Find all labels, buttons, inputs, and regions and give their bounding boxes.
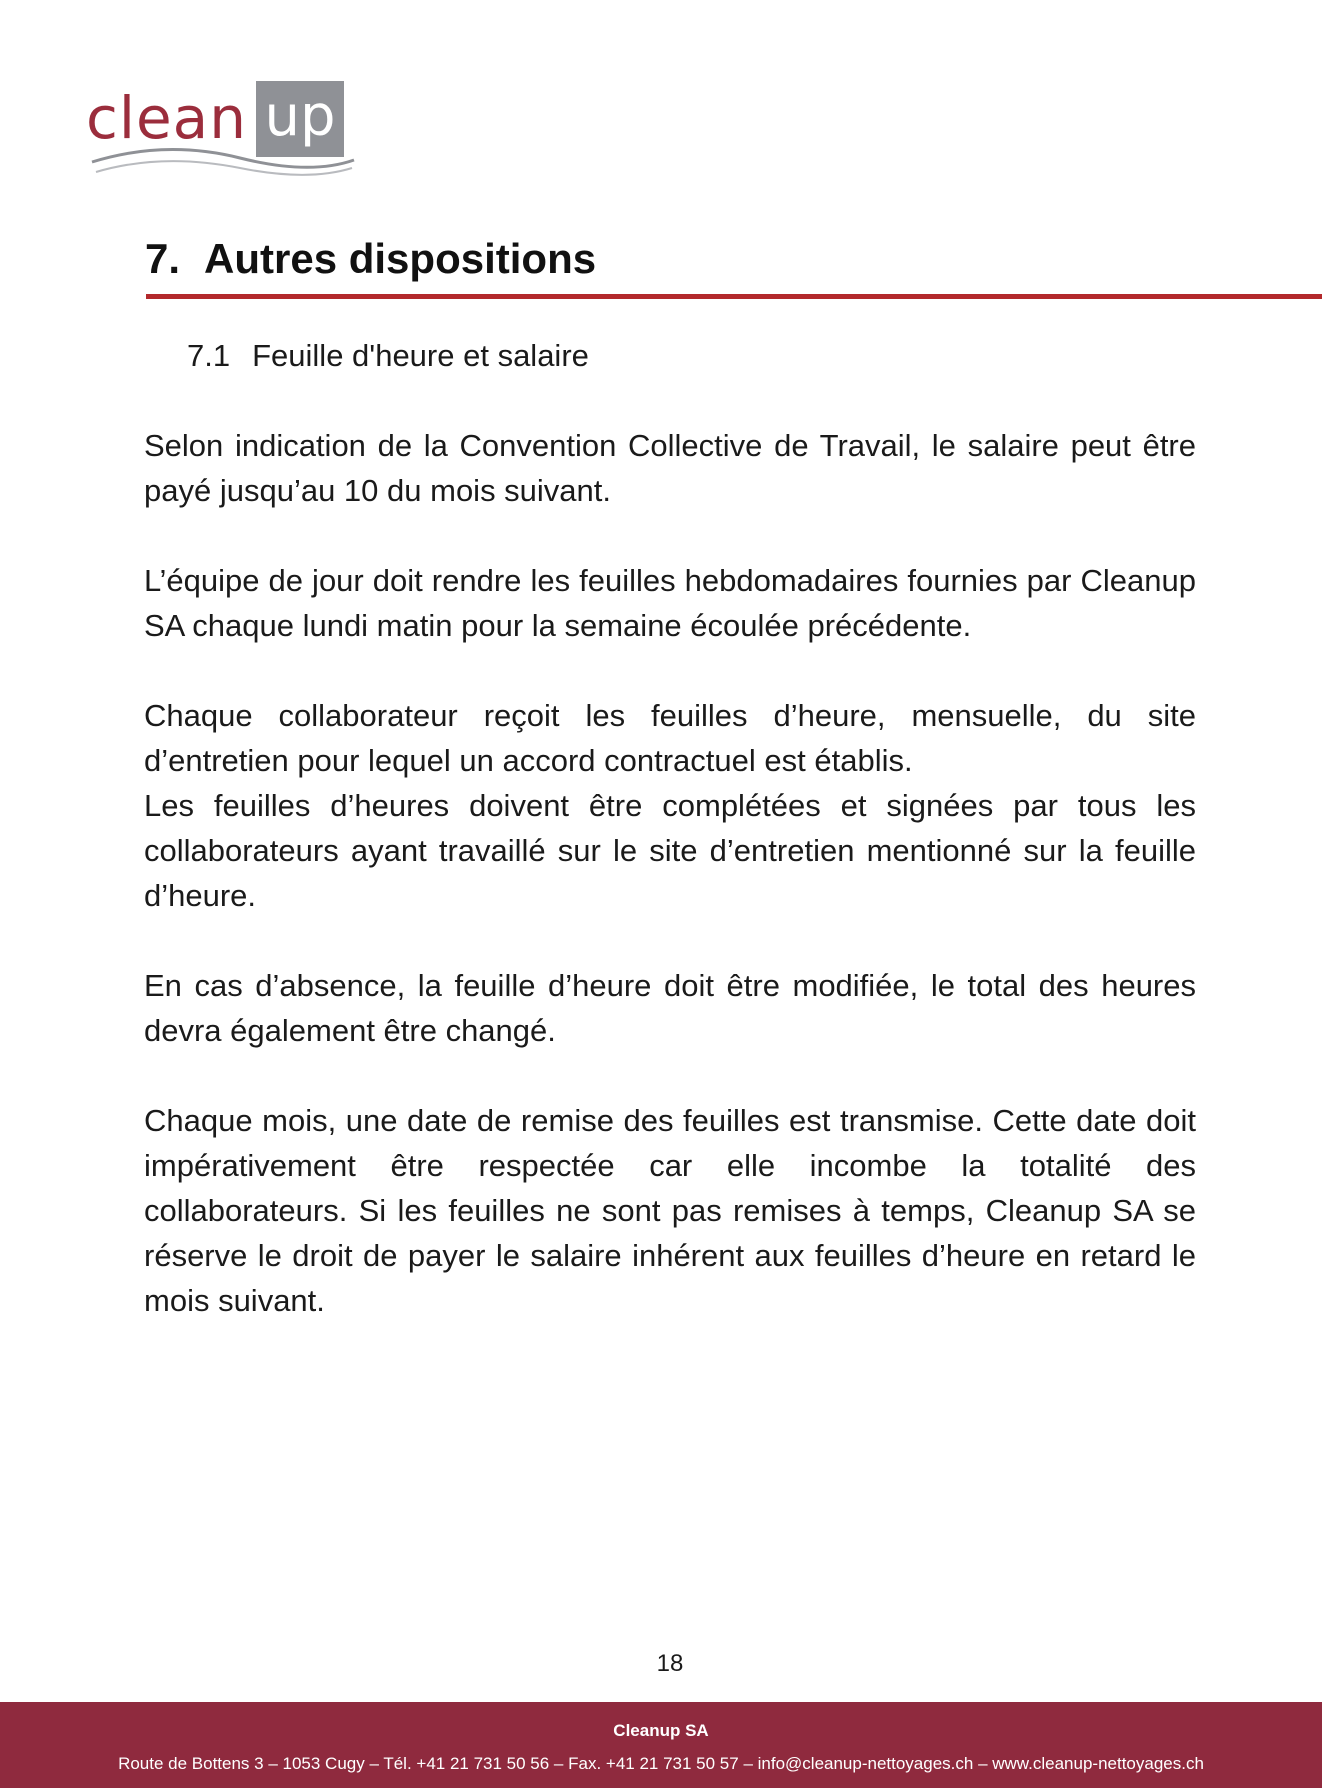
paragraph-weekly-sheets: L’équipe de jour doit rendre les feuilles hebdomadaires fournies par Cleanup SA chaque lundi matin pour la semaine écoulée précédente. [144,563,1196,643]
subsection-title: Feuille d'heure et salaire [252,338,589,373]
section-heading [145,226,596,292]
logo-swoosh-icon [90,142,356,182]
subsection-number: 7.1 [187,338,231,373]
footer-company-name: Cleanup SA [613,1721,709,1740]
page-number: 18 [656,1650,684,1677]
logo-word-up-box: up [256,81,344,157]
company-logo [86,76,356,176]
paragraph-salary-date: Selon indication de la Convention Collective de Travail, le salaire peut être payé jusqu’au 10 du mois suivant. [144,428,1196,508]
paragraph-monthly-sheets: Chaque collaborateur reçoit les feuilles d’heure, mensuelle, du site d’entretien pour lequel un accord contractuel est établis. [144,698,1196,778]
footer [0,1702,1322,1788]
subsection-heading [187,333,589,379]
paragraph-sheets-signed: Les feuilles d’heures doivent être complétées et signées par tous les collaborateurs ayant travaillé sur le site d’entretien mentionné sur la feuille d’heure. [144,788,1196,913]
logo-word-clean: clean [86,84,247,152]
heading-divider [146,294,1322,299]
footer-contact-line: Route de Bottens 3 – 1053 Cugy – Tél. +41 21 731 50 56 – Fax. +41 21 731 50 57 – info@cleanup-nettoyages.ch – www.cleanup-nettoyages.ch [118,1754,1204,1773]
paragraph-submission-date: Chaque mois, une date de remise des feuilles est transmise. Cette date doit impérativement être respectée car elle incombe la totalité des collaborateurs. Si les feuilles ne sont pas remises à temps, Cleanup SA se réserve le droit de payer le salaire inhérent aux feuilles d’heure en retard le mois suivant. [144,1103,1196,1318]
body-text [144,423,1196,1368]
paragraph-absence: En cas d’absence, la feuille d’heure doit être modifiée, le total des heures devra également être changé. [144,968,1196,1048]
section-title: Autres dispositions [204,235,597,282]
section-number: 7. [145,235,181,282]
